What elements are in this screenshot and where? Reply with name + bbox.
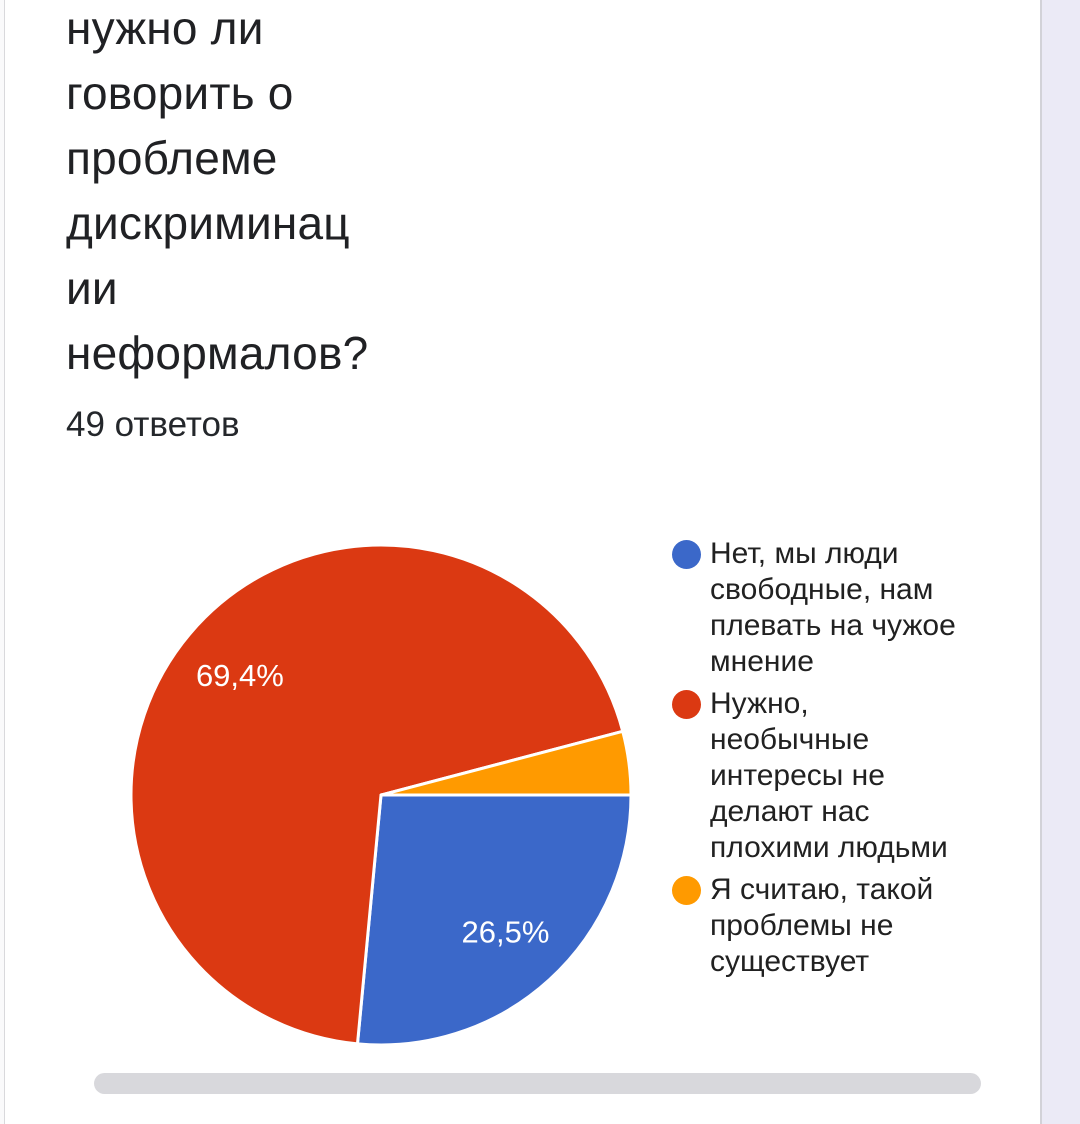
chart-legend: [672, 536, 972, 986]
legend-label-line: существует: [710, 945, 870, 978]
legend-item: [672, 686, 972, 866]
response-count: 49 ответов: [66, 405, 240, 444]
legend-label-line: интересы не: [710, 759, 885, 792]
question-title-line: нужно ли: [66, 2, 264, 54]
legend-color-dot: [672, 876, 701, 905]
question-title: [66, 0, 368, 386]
legend-label: [710, 872, 933, 980]
legend-label-line: Нужно,: [710, 687, 809, 720]
horizontal-scrollbar-thumb[interactable]: [94, 1073, 981, 1094]
pie-chart: [127, 541, 635, 1049]
question-title-line: дискриминац: [66, 197, 350, 249]
legend-label-line: плевать на чужое: [710, 609, 956, 642]
page-left-edge: [0, 0, 5, 1124]
pie-slice-label: 26,5%: [461, 914, 550, 950]
legend-label-line: проблемы не: [710, 909, 894, 942]
question-title-line: говорить о: [66, 67, 294, 119]
legend-label-line: делают нас: [710, 795, 870, 828]
legend-label-line: мнение: [710, 645, 814, 678]
legend-color-dot: [672, 540, 701, 569]
legend-label: [710, 536, 956, 680]
pie-slice-label: 69,4%: [195, 657, 284, 693]
question-title-line: проблеме: [66, 132, 278, 184]
legend-color-dot: [672, 690, 701, 719]
question-title-line: неформалов?: [66, 327, 369, 379]
legend-item: [672, 872, 972, 980]
legend-label-line: свободные, нам: [710, 573, 934, 606]
legend-label-line: необычные: [710, 723, 870, 756]
legend-item: [672, 536, 972, 680]
legend-label-line: плохими людьми: [710, 831, 948, 864]
question-title-line: ии: [66, 262, 118, 314]
legend-label-line: Нет, мы люди: [710, 537, 899, 570]
legend-label: [710, 686, 948, 866]
page-background-strip: [1040, 0, 1080, 1124]
legend-label-line: Я считаю, такой: [710, 873, 934, 906]
